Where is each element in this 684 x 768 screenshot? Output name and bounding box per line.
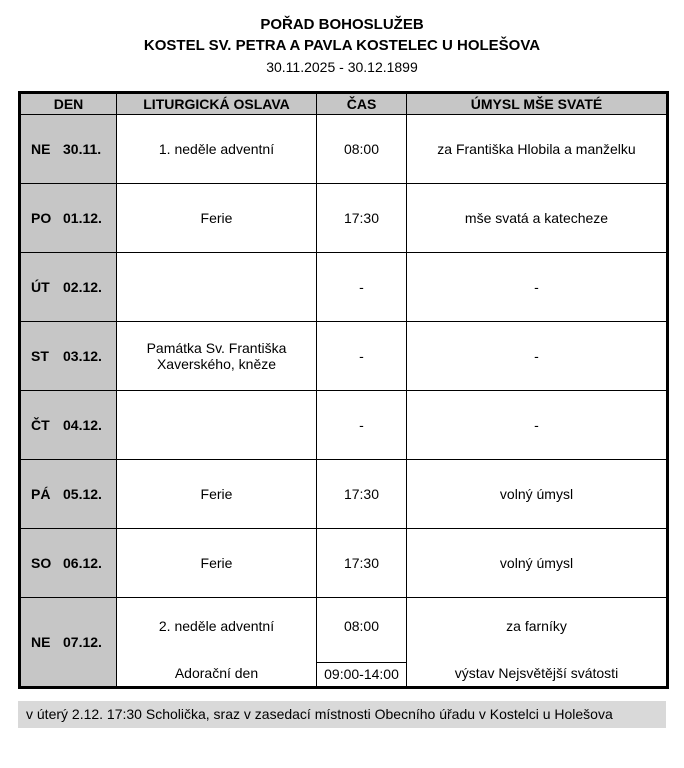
den-cell: [20, 253, 117, 322]
table-row: [20, 529, 668, 598]
document-header: [18, 14, 666, 77]
cas-cell: 17:30: [317, 460, 407, 529]
day-abbrev: NE: [31, 141, 51, 157]
table-row: [20, 184, 668, 253]
col-header-den: DEN: [20, 93, 117, 115]
oslava-cell: Ferie: [117, 184, 317, 253]
day-date: 07.12.: [63, 634, 102, 650]
oslava-cell: [117, 253, 317, 322]
umysl-cell: -: [407, 391, 668, 460]
date-range: 30.11.2025 - 30.12.1899: [266, 59, 418, 75]
day-date: 01.12.: [63, 210, 102, 226]
schedule-table: [18, 91, 669, 689]
footer-note: v úterý 2.12. 17:30 Scholička, sraz v zasedací místnosti Obecního úřadu v Kostelci u Holešova: [18, 701, 666, 728]
cas-cell: -: [317, 391, 407, 460]
cas-line-2: 09:00-14:00: [317, 662, 406, 686]
day-abbrev: ČT: [31, 417, 50, 433]
den-cell: [20, 184, 117, 253]
day-abbrev: PÁ: [31, 486, 51, 502]
oslava-line-2: Adorační den: [174, 665, 259, 681]
table-row: [20, 322, 668, 391]
table-row: [20, 391, 668, 460]
day-date: 06.12.: [63, 555, 102, 571]
oslava-line-1: 2. neděle adventní: [158, 618, 275, 634]
day-abbrev: PO: [31, 210, 52, 226]
table-row: [20, 460, 668, 529]
day-date: 02.12.: [63, 279, 102, 295]
den-cell: [20, 460, 117, 529]
cas-cell: 08:00: [317, 115, 407, 184]
umysl-cell: volný úmysl: [407, 529, 668, 598]
den-cell: [20, 322, 117, 391]
den-cell: [20, 115, 117, 184]
col-header-umysl: ÚMYSL MŠE SVATÉ: [407, 93, 668, 115]
umysl-cell: -: [407, 322, 668, 391]
col-header-cas: ČAS: [317, 93, 407, 115]
day-abbrev: NE: [31, 634, 51, 650]
cas-cell: 17:30: [317, 184, 407, 253]
document-title: POŘAD BOHOSLUŽEB: [260, 16, 424, 33]
den-cell: [20, 391, 117, 460]
day-abbrev: SO: [31, 555, 52, 571]
oslava-cell: Ferie: [117, 529, 317, 598]
day-abbrev: ÚT: [31, 279, 50, 295]
day-abbrev: ST: [31, 348, 49, 364]
oslava-cell: Ferie: [117, 460, 317, 529]
cas-line-1: 08:00: [343, 618, 380, 634]
umysl-cell: mše svatá a katecheze: [407, 184, 668, 253]
den-cell: [20, 529, 117, 598]
umysl-line-2: výstav Nejsvětější svátosti: [454, 665, 619, 681]
table-row: [20, 598, 668, 688]
umysl-cell: za Františka Hlobila a manželku: [407, 115, 668, 184]
day-date: 30.11.: [63, 141, 102, 157]
cas-cell: [317, 598, 407, 688]
oslava-cell: [117, 598, 317, 688]
oslava-cell: 1. neděle adventní: [117, 115, 317, 184]
table-row: [20, 115, 668, 184]
oslava-cell: [117, 391, 317, 460]
umysl-cell: -: [407, 253, 668, 322]
church-name: KOSTEL SV. PETRA A PAVLA KOSTELEC U HOLEŠOVA: [143, 37, 541, 54]
day-date: 03.12.: [63, 348, 102, 364]
umysl-cell: [407, 598, 668, 688]
day-date: 04.12.: [63, 417, 102, 433]
oslava-cell: Památka Sv. Františka Xaverského, kněze: [117, 322, 317, 391]
cas-cell: -: [317, 322, 407, 391]
table-header-row: [20, 93, 668, 115]
day-date: 05.12.: [63, 486, 102, 502]
table-row: [20, 253, 668, 322]
cas-cell: 17:30: [317, 529, 407, 598]
cas-cell: -: [317, 253, 407, 322]
col-header-oslava: LITURGICKÁ OSLAVA: [117, 93, 317, 115]
umysl-line-1: za farníky: [506, 618, 567, 634]
den-cell: [20, 598, 117, 688]
umysl-cell: volný úmysl: [407, 460, 668, 529]
